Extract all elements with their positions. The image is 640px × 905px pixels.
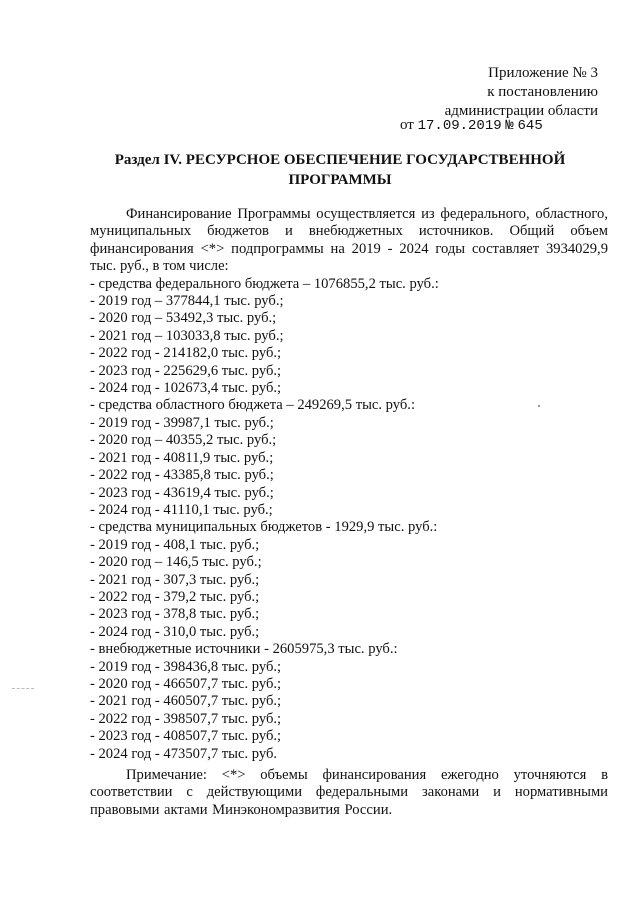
resolution-date-number <box>400 117 543 134</box>
list-item: - 2020 год – 40355,2 тыс. руб.; <box>90 432 277 449</box>
section-title-line-1: Раздел IV. РЕСУРСНОЕ ОБЕСПЕЧЕНИЕ ГОСУДАРСТВЕННОЙ <box>114 152 566 168</box>
list-item: - 2020 год – 53492,3 тыс. руб.; <box>90 310 277 327</box>
list-item: - внебюджетные источники - 2605975,3 тыс. руб.: <box>90 641 398 658</box>
list-item: - 2021 год - 460507,7 тыс. руб.; <box>90 693 282 710</box>
list-item: - 2023 год - 43619,4 тыс. руб.; <box>90 484 274 501</box>
list-item: - средства областного бюджета – 249269,5 тыс. руб.: <box>90 397 415 414</box>
list-item: - 2021 год – 103033,8 тыс. руб.; <box>90 327 284 344</box>
funding-list <box>90 276 608 763</box>
resolution-reference: к постановлению <box>487 84 598 100</box>
section-title-line-2: ПРОГРАММЫ <box>288 172 392 188</box>
list-item: - 2022 год - 43385,8 тыс. руб.; <box>90 467 274 484</box>
section-body <box>90 206 608 819</box>
scan-dot <box>538 405 540 407</box>
intro-paragraph: Финансирование Программы осуществляется из федерального, областного, муниципальных бюджетов и внебюджетных источников. Общий объем финансирования <*> подпрограммы на 2019 - 2024 годы составляет 3934029,9 тыс. руб., в том числе: <box>90 206 608 275</box>
list-item: - 2021 год - 40811,9 тыс. руб.; <box>90 449 274 466</box>
section-title <box>60 150 620 190</box>
appendix-header <box>445 64 598 121</box>
list-item: - 2022 год - 379,2 тыс. руб.; <box>90 588 260 605</box>
resolution-date: 17.09.2019 <box>417 118 502 134</box>
list-item: - средства федерального бюджета – 1076855,2 тыс. руб.: <box>90 275 439 292</box>
date-prefix: от <box>400 117 414 133</box>
list-item: - 2024 год - 310,0 тыс. руб.; <box>90 623 260 640</box>
list-item: - 2022 год - 398507,7 тыс. руб.; <box>90 710 282 727</box>
list-item: - 2021 год - 307,3 тыс. руб.; <box>90 571 260 588</box>
list-item: - 2019 год - 398436,8 тыс. руб.; <box>90 658 282 675</box>
list-item: - 2019 год – 377844,1 тыс. руб.; <box>90 293 284 310</box>
list-item: - 2023 год - 408507,7 тыс. руб.; <box>90 728 282 745</box>
appendix-number: Приложение № 3 <box>488 65 598 81</box>
list-item: - 2022 год - 214182,0 тыс. руб.; <box>90 345 282 362</box>
number-sign: № <box>505 118 514 134</box>
list-item: - 2024 год - 41110,1 тыс. руб.; <box>90 501 273 518</box>
resolution-number: 645 <box>517 118 543 134</box>
list-item: - 2023 год - 378,8 тыс. руб.; <box>90 606 260 623</box>
list-item: - 2020 год – 146,5 тыс. руб.; <box>90 554 262 571</box>
list-item: - 2024 год - 102673,4 тыс. руб.; <box>90 380 282 397</box>
list-item: - 2019 год - 39987,1 тыс. руб.; <box>90 414 274 431</box>
list-item: - 2024 год - 473507,7 тыс. руб. <box>90 745 278 762</box>
list-item: - 2019 год - 408,1 тыс. руб.; <box>90 536 260 553</box>
scan-artifact <box>12 688 34 690</box>
list-item: - 2023 год - 225629,6 тыс. руб.; <box>90 362 282 379</box>
list-item: - средства муниципальных бюджетов - 1929,9 тыс. руб.: <box>90 519 438 536</box>
list-item: - 2020 год - 466507,7 тыс. руб.; <box>90 675 282 692</box>
issuing-authority: администрации области <box>444 103 598 119</box>
note-paragraph: Примечание: <*> объемы финансирования ежегодно уточняются в соответствии с действующими федеральными законами и нормативными правовыми актами Минэкономразвития России. <box>90 767 608 818</box>
